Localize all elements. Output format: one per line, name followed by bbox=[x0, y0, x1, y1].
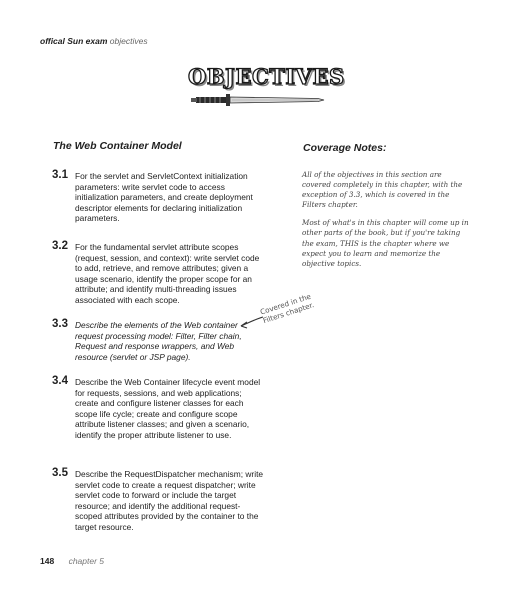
objective-text: Describe the Web Container lifecycle event model for requests, sessions, and web applications; create and configure listener classes for each scope life cycle; create and configure scope attribute listener classes; and given a scenario, identify the proper attribute listener to use. bbox=[75, 377, 261, 440]
objective-item bbox=[52, 377, 267, 441]
arrow-icon bbox=[238, 314, 264, 330]
objective-text: For the fundamental servlet attribute scopes (request, session, and context): write servlet code to add, retrieve, and remove attributes; given a usage scenario, identify the proper scope for an attribute; and identify multi-threading issues associated with each scope. bbox=[75, 242, 260, 305]
coverage-notes bbox=[302, 170, 472, 277]
objective-text: For the servlet and ServletContext initialization parameters: write servlet code to access initialization parameters, and create deployment descriptor elements for declaring initialization parameters. bbox=[75, 171, 253, 224]
header-objectives-label: objectives bbox=[109, 36, 148, 46]
header-exam-label: offical Sun exam bbox=[40, 36, 108, 46]
objective-item bbox=[52, 320, 267, 362]
objective-item bbox=[52, 242, 267, 306]
objective-item bbox=[52, 171, 267, 224]
page-number: 148 bbox=[40, 556, 55, 566]
coverage-notes-heading: Coverage Notes: bbox=[303, 142, 387, 154]
objective-number: 3.2 bbox=[52, 240, 68, 252]
objective-number: 3.1 bbox=[52, 169, 68, 181]
filters-annotation: Covered in the Filters chapter. bbox=[259, 291, 316, 326]
page-header bbox=[40, 36, 148, 46]
sword-icon bbox=[188, 92, 328, 110]
objective-number: 3.5 bbox=[52, 467, 68, 479]
page-footer bbox=[40, 556, 104, 566]
coverage-note: Most of what's in this chapter will come up in other parts of the book, but if you're taking the exam, THIS is the chapter where we expect you to learn and memorize the objective topics. bbox=[302, 218, 469, 268]
objective-text: Describe the elements of the Web container request processing model: Filter, Filter chain, Request and response wrappers, and Web resource (servlet or JSP page). bbox=[75, 320, 242, 362]
coverage-note: All of the objectives in this section are covered completely in this chapter, with the exception of 3.3, which is covered in the Filters chapter. bbox=[302, 170, 463, 210]
page-title: OBJECTIVES bbox=[188, 64, 345, 89]
objective-number: 3.4 bbox=[52, 375, 68, 387]
objectives-title-graphic bbox=[188, 62, 345, 112]
objective-number: 3.3 bbox=[52, 318, 68, 330]
section-heading: The Web Container Model bbox=[53, 140, 182, 152]
chapter-label: chapter 5 bbox=[68, 556, 105, 566]
objective-text: Describe the RequestDispatcher mechanism; write servlet code to create a request dispatcher; write servlet code to forward or include the target resource; and identify the additional request-scoped attributes provided by the container to the target resource. bbox=[75, 469, 264, 532]
objective-item bbox=[52, 469, 267, 533]
